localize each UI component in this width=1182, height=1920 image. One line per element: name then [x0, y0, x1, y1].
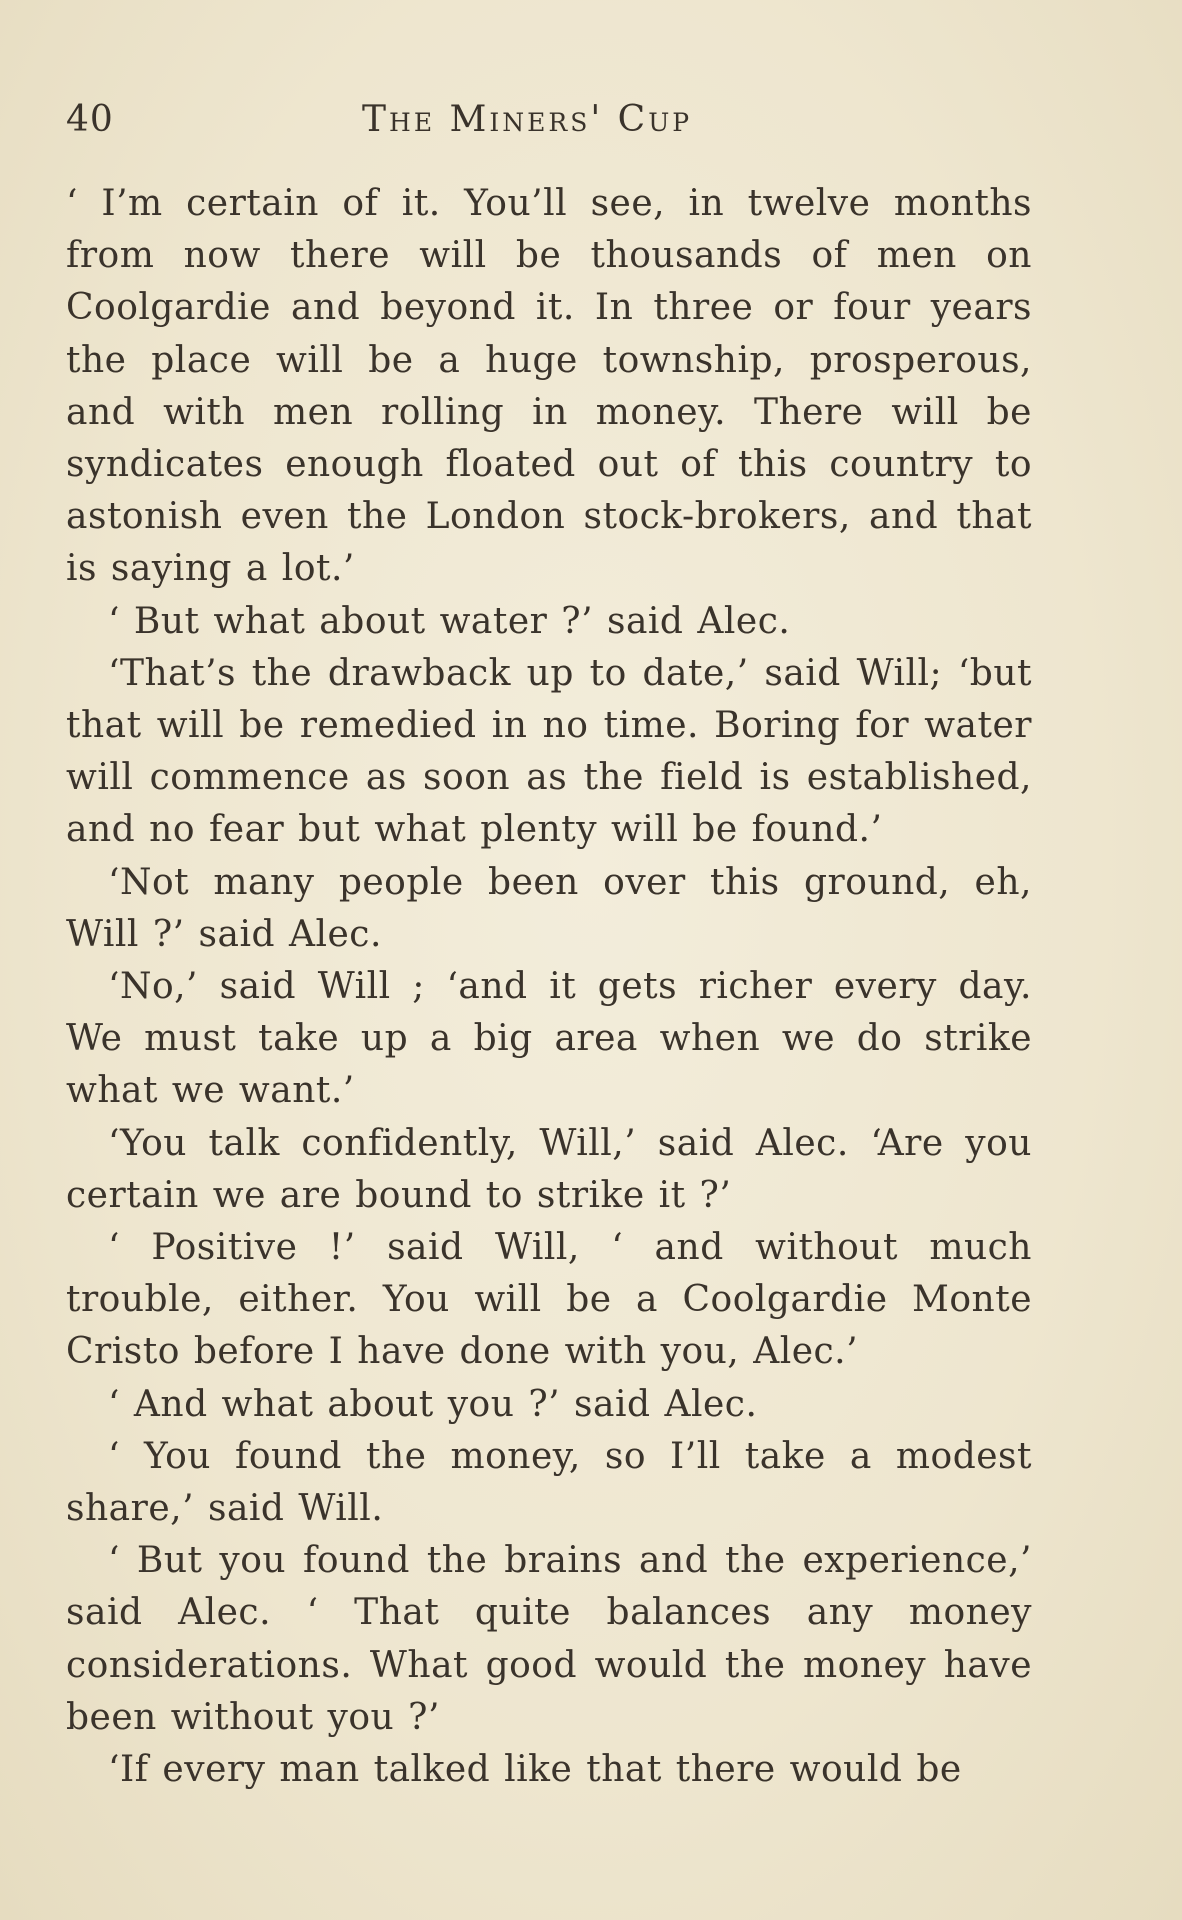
paragraph-1: ‘ I’m certain of it. You’ll see, in twelve months from now there will be thousands of men on Coolgardie and beyond it. In three or four years the place will be a huge township, prosperous, and with men rolling in money. There will be syndicates enough floated out of this country to astonish even the London stock-brokers, and that is saying a lot.’ — [66, 183, 1032, 590]
paragraph-5: ‘No,’ said Will ; ‘and it gets richer every day. We must take up a big area when we do strike what we want.’ — [66, 966, 1032, 1112]
paragraph-8: ‘ And what about you ?’ said Alec. — [108, 1383, 758, 1425]
body-text — [66, 178, 1032, 1796]
page-number: 40 — [66, 99, 114, 140]
paragraph-3: ‘That’s the drawback up to date,’ said Will; ‘but that will be remedied in no time. Boring for water will commence as soon as the field is established, and no fear but what plenty will be found.’ — [66, 652, 1032, 851]
paragraph-11: ‘If every man talked like that there would be — [108, 1749, 962, 1791]
page-header — [66, 95, 1026, 145]
paragraph-10: ‘ But you found the brains and the experience,’ said Alec. ‘ That quite balances any money considerations. What good would the money have been without you ?’ — [66, 1540, 1032, 1738]
paragraph-2: ‘ But what about water ?’ said Alec. — [108, 600, 791, 642]
running-title: The Miners' Cup — [362, 99, 693, 140]
paragraph-9: ‘ You found the money, so I’ll take a modest share,’ said Will. — [66, 1435, 1032, 1530]
paragraph-4: ‘Not many people been over this ground, eh, Will ?’ said Alec. — [66, 861, 1032, 955]
paragraph-6: ‘You talk confidently, Will,’ said Alec. ‘Are you certain we are bound to strike it ?’ — [66, 1122, 1032, 1216]
paragraph-7: ‘ Positive !’ said Will, ‘ and without much trouble, either. You will be a Coolgardie Monte Cristo before I have done with you, Alec.’ — [66, 1227, 1032, 1373]
